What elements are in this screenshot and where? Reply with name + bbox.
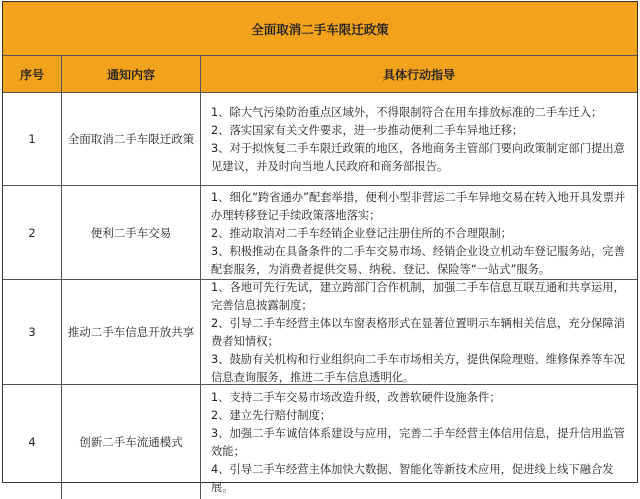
row-3-line-3: 3、鼓励有关机构和行业组织向二手车市场相关方，提供保险理赔、维修保养等车况信息查询服务，推进二手车信息透明化。	[211, 353, 625, 384]
table-title: 全面取消二手车限迁政策	[3, 2, 637, 56]
row-2-line-1: 1、细化“跨省通办”配套举措，便利小型非营运二手车异地交易在转入地开具发票并办理转移登记手续政策落地落实；	[211, 190, 626, 222]
row-4-no: 4	[3, 385, 62, 499]
header-content: 通知内容	[62, 56, 201, 93]
row-3-line-2: 2、引导二手车经营主体以车窗表格形式在显著位置明示车辆相关信息，充分保障消费者知情权；	[211, 317, 625, 348]
row-3-content: 推动二手车信息开放共享	[62, 280, 201, 385]
row-3-line-1: 1、各地可先行先试，建立跨部门合作机制，加强二手车信息互联互通和共享运用，完善信息披露制度；	[211, 281, 625, 312]
row-1-line-1: 1、除大气污染防治重点区域外，不得限制符合在用车排放标准的二手车迁入；	[211, 106, 603, 119]
row-1-line-2: 2、落实国家有关文件要求，进一步推动便利二手车异地迁移；	[211, 124, 524, 137]
row-2-guide	[201, 186, 637, 280]
header-guide: 具体行动指导	[201, 56, 637, 93]
row-2-no: 2	[3, 186, 62, 280]
row-1-guide	[201, 93, 637, 186]
row-1-content: 全面取消二手车限迁政策	[62, 93, 201, 186]
row-4-content: 创新二手车流通模式	[62, 385, 201, 499]
header-no: 序号	[3, 56, 62, 93]
row-2-line-3: 3、积极推动在具备条件的二手车交易市场、经销企业设立机动车登记服务站，完善配套服务，为消费者提供交易、纳税、登记、保险等“一站式”服务。	[211, 244, 625, 276]
row-2-content: 便利二手车交易	[62, 186, 201, 280]
row-4-line-1: 1、支持二手车交易市场改造升级，改善软硬件设施条件；	[211, 391, 501, 404]
row-3-no: 3	[3, 280, 62, 385]
row-4-line-2: 2、建立先行赔付制度；	[211, 409, 332, 422]
row-4-guide	[201, 385, 637, 499]
policy-table	[2, 1, 638, 494]
row-4-line-3: 3、加强二手车诚信体系建设与应用，完善二手车经营主体信用信息，提升信用监管效能；	[211, 427, 625, 458]
row-4-line-4: 4、引导二手车经营主体加快大数据、智能化等新技术应用，促进线上线下融合发展。	[211, 463, 614, 494]
row-1-line-3: 3、对于拟恢复二手车限迁政策的地区，各地商务主管部门要向政策制定部门提出意见建议，并及时向当地人民政府和商务部报告。	[211, 142, 625, 173]
row-3-guide	[201, 280, 637, 385]
row-2-line-2: 2、推动取消对二手车经销企业登记注册住所的不合理限制；	[211, 226, 512, 240]
row-1-no: 1	[3, 93, 62, 186]
